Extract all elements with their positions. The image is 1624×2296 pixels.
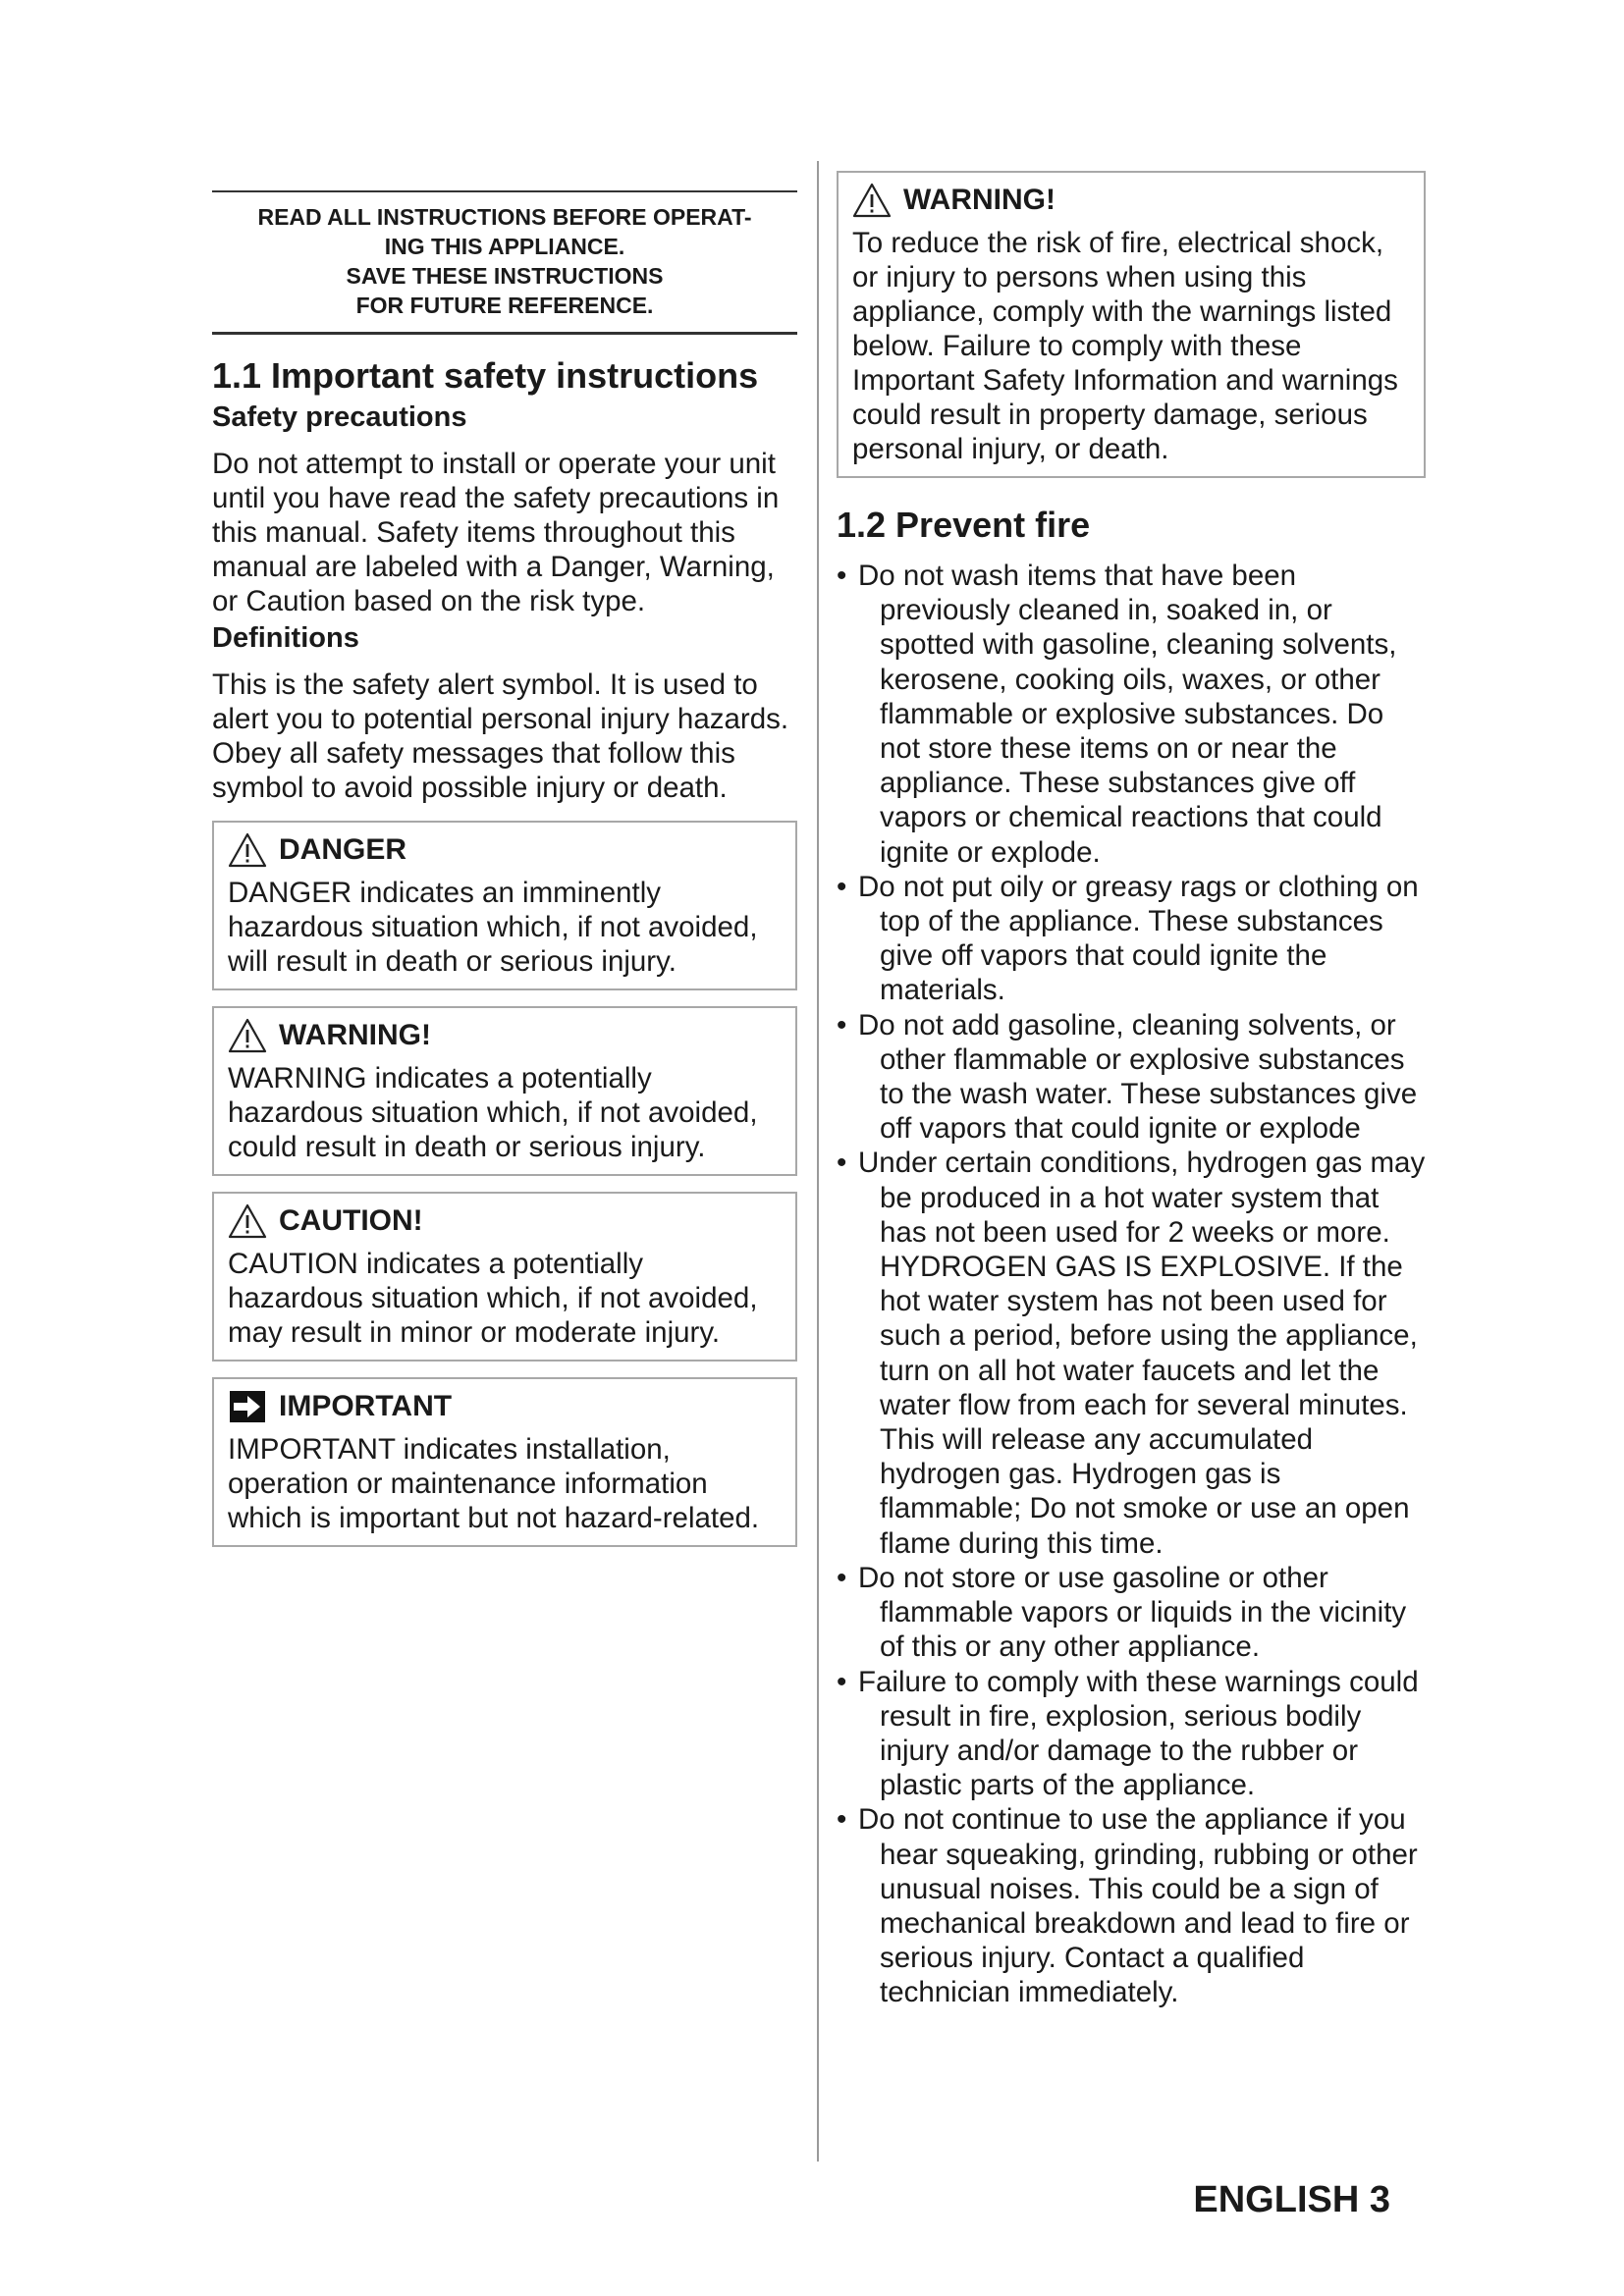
column-divider [817,161,819,2162]
caution-text: CAUTION indicates a potentially hazardous situation which, if not avoided, may result in minor or moderate injury. [228,1248,758,1349]
important-box [212,1377,797,1547]
list-item: • Do not store or use gasoline or other flammable vapors or liquids in the vicinity of this or any other appliance. [837,1561,1407,1664]
caution-box [212,1192,797,1362]
arrow-right-box-icon [228,1389,267,1424]
warning-triangle-icon [228,1203,267,1239]
warning-triangle-icon [228,832,267,868]
notice-line: READ ALL INSTRUCTIONS BEFORE OPERAT- [257,204,752,230]
read-all-notice [212,190,797,335]
important-label: IMPORTANT [279,1390,453,1422]
list-item: • Do not add gasoline, cleaning solvents, or other flammable or explosive substances to the wash water. These substances give off vapors that could ignite or explode [837,1008,1418,1146]
list-item: • Failure to comply with these warnings could result in fire, explosion, serious bodily injury and/or damage to the rubber or plastic parts of the appliance. [837,1665,1419,1802]
important-text: IMPORTANT indicates installation, operation or maintenance information which is important but not hazard-related. [228,1433,760,1534]
danger-box [212,821,797,990]
left-column [212,190,797,1547]
definitions-text: This is the safety alert symbol. It is used to alert you to potential personal injury hazards. Obey all safety messages that follow this symbol to avoid possible injury or death. [212,668,789,804]
top-warning-label: WARNING! [903,184,1056,216]
warning-label: WARNING! [279,1019,431,1051]
section-2-title: 1.2 Prevent fire [837,505,1091,545]
list-item: • Do not put oily or greasy rags or clothing on top of the appliance. These substances give off vapors that could ignite the materials. [837,870,1419,1007]
safety-precautions-text: Do not attempt to install or operate your unit until you have read the safety precautions in this manual. Safety items throughout this manual are labeled with a Danger, Warning, or Caution based on the risk type. [212,448,780,617]
list-item: • Under certain conditions, hydrogen gas may be produced in a hot water system that has not been used for 2 weeks or more. HYDROGEN GAS IS EXPLOSIVE. If the hot water system has not been used for such a period, before using the appliance, turn on all hot water faucets and let the water flow from each for several minutes. This will release any accumulated hydrogen gas. Hydrogen gas is flammable; Do not smoke or use an open flame during this time. [837,1147,1426,1560]
top-warning-text: To reduce the risk of fire, electrical shock, or injury to persons when using this appliance, comply with the warnings listed below. Failure to comply with these Important Safety Information and warnings could result in property damage, serious personal injury, or death. [852,227,1398,465]
right-column [837,171,1426,2010]
warning-triangle-icon [228,1018,267,1053]
notice-line: ING THIS APPLIANCE. [384,234,625,259]
danger-text: DANGER indicates an imminently hazardous situation which, if not avoided, will result in death or serious injury. [228,877,758,978]
warning-triangle-icon [852,183,892,218]
page-footer: ENGLISH 3 [1193,2179,1390,2220]
notice-line: SAVE THESE INSTRUCTIONS [346,263,664,289]
top-warning-box [837,171,1426,478]
prevent-fire-list [837,559,1426,2010]
warning-box [212,1006,797,1176]
list-item: • Do not continue to use the appliance if you hear squeaking, grinding, rubbing or other unusual noises. This could be a sign of mechanical breakdown and lead to fire or serious injury. Contact a qualified technician immediately. [837,1803,1418,2009]
notice-line: FOR FUTURE REFERENCE. [355,293,654,318]
section-1-title: 1.1 Important safety instructions [212,355,759,396]
danger-label: DANGER [279,833,407,866]
safety-precautions-heading: Safety precautions [212,401,467,433]
list-item: • Do not wash items that have been previously cleaned in, soaked in, or spotted with gasoline, cleaning solvents, kerosene, cooking oils, waxes, or other flammable or explosive substances. Do not store these items on or near the appliance. These substances give off vapors or chemical reactions that could ignite or explode. [837,560,1397,869]
warning-text: WARNING indicates a potentially hazardous situation which, if not avoided, could result in death or serious injury. [228,1062,758,1163]
caution-label: CAUTION! [279,1204,423,1237]
definitions-heading: Definitions [212,622,359,654]
